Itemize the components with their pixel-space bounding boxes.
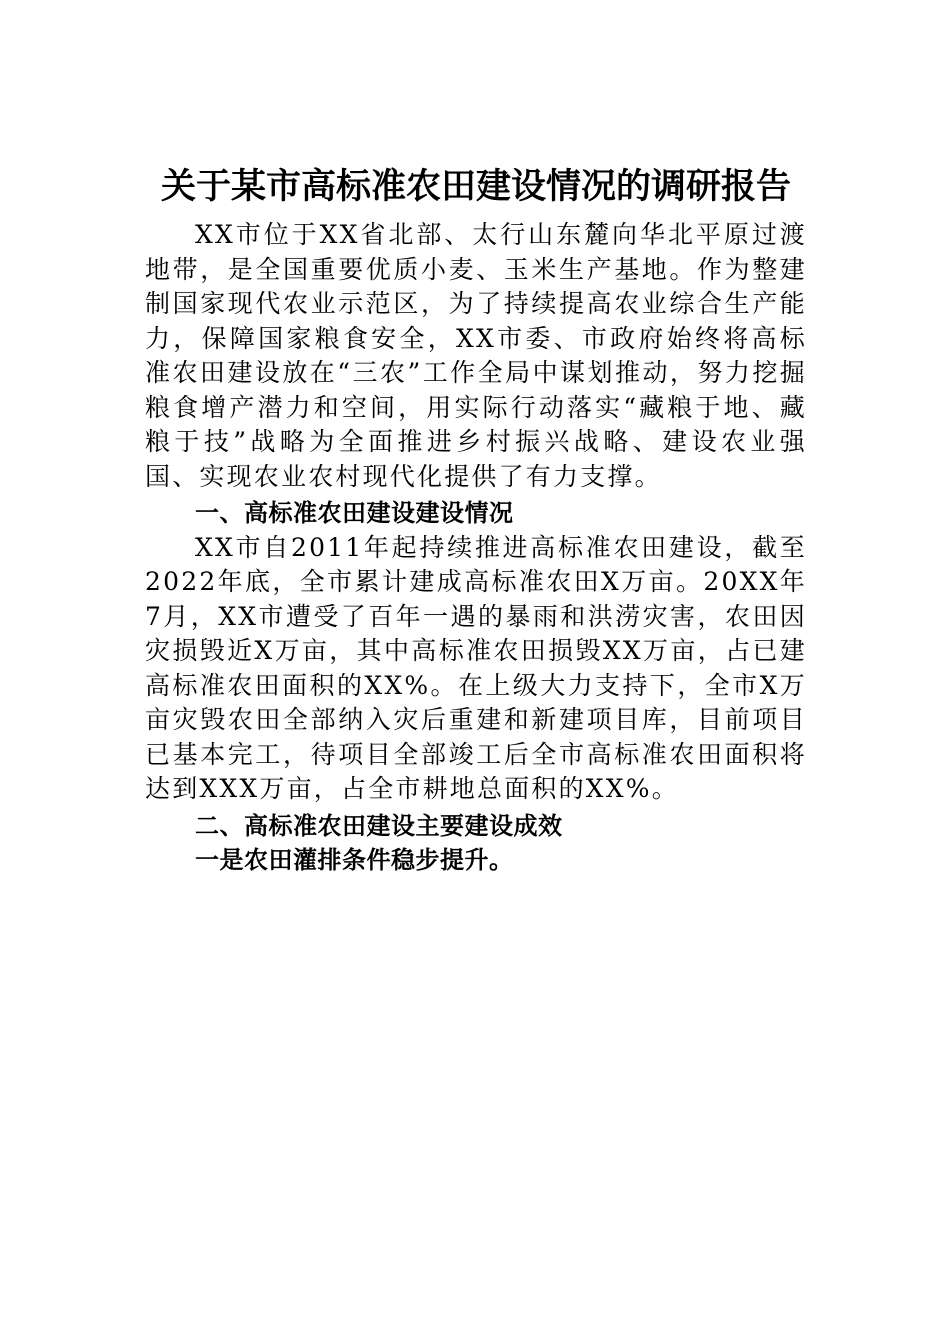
document-body <box>145 160 807 878</box>
document-title: 关于某市高标准农田建设情况的调研报告 <box>160 166 791 207</box>
section-heading-2: 二、高标准农田建设主要建设成效 <box>195 811 563 840</box>
subsection-heading-1: 一是农田灌排条件稳步提升。 <box>195 846 514 874</box>
section-1-paragraph: XX市自2011年起持续推进高标准农田建设，截至2022年底，全市累计建成高标准农田X万亩。20XX年7月，XX市遭受了百年一遇的暴雨和洪涝灾害，农田因灾损毁近X万亩，其中高标准农田损毁XX万亩，占已建高标准农田面积的XX%。在上级大力支持下，全市X万亩灾毁农田全部纳入灾后重建和新建项目库，目前项目已基本完工，待项目全部竣工后全市高标准农田面积将达到XXX万亩，占全市耕地总面积的XX%。 <box>145 532 807 803</box>
section-heading-1: 一、高标准农田建设建设情况 <box>195 499 514 527</box>
intro-paragraph: XX市位于XX省北部、太行山东麓向华北平原过渡地带，是全国重要优质小麦、玉米生产基地。作为整建制国家现代农业示范区，为了持续提高农业综合生产能力，保障国家粮食安全，XX市委、市政府始终将高标准农田建设放在“三农”工作全局中谋划推动，努力挖掘粮食增产潜力和空间，用实际行动落实“藏粮于地、藏粮于技”战略为全面推进乡村振兴战略、建设农业强国、实现农业农村现代化提供了有力支撑。 <box>145 220 807 491</box>
